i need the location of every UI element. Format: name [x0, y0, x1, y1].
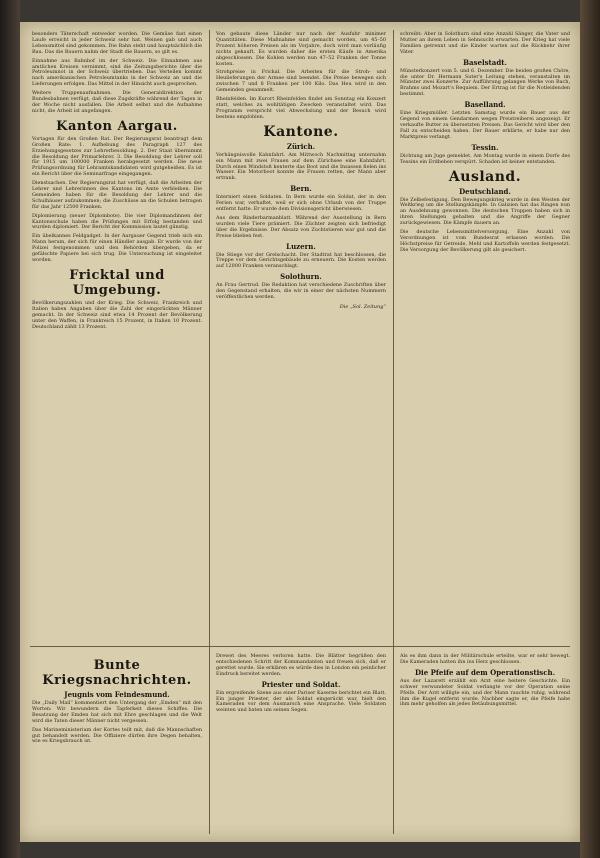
column-rule-2	[393, 30, 394, 834]
subheading-jeugnis: Jeugnis vom Feindesmund.	[64, 690, 170, 699]
paragraph: Von gebaute diese Länder nur nach der Ausfuhr minimer Quantitäten. Diese Maßnahme sind gemacht worden, um 45–50 Prozent höheren Preisen als im Vorjahre, doch wird man vorläufig nichts gekauft. Es wurden daher die ersten Käufe in Amerika abgeschlossen. Die Kohlen werden nun 47–52 Franken der Tonne kosten.	[216, 31, 386, 67]
paragraph: Aus dem Rinderbarmanblatt. Während der Ausstellung in Bern wurden viele Tiere prämiert. Die Züchter zeigten sich befriedigt über die Ergebnisse. Der Absatz von Zuchtstieren war gut und die Preise blieben fest.	[216, 214, 386, 239]
signature: Die „Sol. Zeitung“	[339, 304, 386, 310]
paragraph: Das Marineministerium der Kortes teilt mit, daß die Mannschaften gut behandelt werden. Die Offiziere dürfen ihre Degen behalten, wie es Kriegsbrauch ist.	[32, 726, 202, 745]
subheading-bern: Bern.	[290, 184, 312, 194]
lower-column-2	[216, 654, 386, 717]
paragraph: Verhängnisvolle Kahnfahrt. Am Mittwoch Nachmittag unternahm ein Mann mit zwei Frauen auf dem Zürichsee eine Kahnfahrt. Durch einen Windstoß kenterte das Boot und die Insassen fielen ins Wasser. Ein Motorboot konnte die Frauen retten, der Mann aber ertrank.	[216, 151, 386, 182]
paragraph: Münsterkonzert vom 5. und 6. Dezember. Die beiden großen Chöre, die unter Dr. Hermann Suter's Leitung stehen, veranstalten im Münster zwei Konzerte. Zur Aufführung gelangen Werke von Bach, Brahms und Mozart's Requiem. Der Ertrag ist für die Notleidenden bestimmt.	[400, 67, 570, 98]
paragraph: Rheinfelden. Im Kurort Rheinfelden findet am Sonntag ein Konzert statt, welches zu wohltätigen Zwecken veranstaltet wird. Das Programm verspricht viel Abwechslung und der Besuch wird bestens empfohlen.	[216, 96, 386, 120]
subheading-deutschland: Deutschland.	[459, 186, 511, 196]
paragraph: Interniert einen Soldaten. In Bern wurde ein Soldat, der in den Ferien war, verhaftet, weil er sich ohne Urlaub von der Truppe entfernt hatte. Er wurde dem Divisionsgericht überwiesen.	[216, 194, 386, 213]
subheading-baselland: Baselland.	[464, 100, 506, 110]
subheading-pfeife: Die Pfeife auf dem Operationstisch.	[414, 667, 556, 677]
newspaper-page	[20, 22, 580, 842]
heading-kantone: Kantone.	[263, 123, 339, 140]
paragraph: Bevölkerungszahlen und der Krieg. Die Schweiz, Frankreich und Italien haben Angaben über die Zahl der eingerückten Männer gemacht. In der Schweiz sind etwa 14 Prozent der Bevölkerung unter den Waffen, in Frankreich 15 Prozent, in Italien 10 Prozent. Deutschland zählt 13 Prozent.	[32, 299, 202, 330]
book-left-edge	[0, 0, 20, 858]
subheading-luzern: Luzern.	[286, 241, 316, 251]
paragraph: Diplomierung (neuer Diplombote). Die vier Diplomandinnen der Kantonsschule haben die Prüfungen mit Erfolg bestanden und wurden diplomiert. Der Bericht der Kommission lautet günstig.	[32, 212, 202, 231]
paragraph: besonders Täterschaft entweder worden. Die Gemüse fast einen Laufe erreicht in jeder Schweiz sehr hat. Weinen gab und auch Lebensmittel sind gekommen. Die Bahn steht und hauptsächlich die Bau. Das die Bauern nahm der Stadt die Bauern, so gilt es.	[32, 31, 202, 55]
column-1	[32, 32, 202, 333]
subheading-tessin: Tessin.	[471, 142, 499, 152]
paragraph: Als es ihm dann in der Militärschule erteilte, war er sehr bewegt. Die Kameraden hatten ihn ins Herz geschlossen.	[400, 653, 570, 665]
paragraph: Ein ergreifende Szene aus einer Pariser Kaserne berichtet ein Blatt. Ein junger Priester, der als Soldat eingerückt war, hielt den Kameraden vor dem Ausmarsch eine Ansprache. Viele Soldaten weinten und baten um seinen Segen.	[216, 689, 386, 714]
column-2	[216, 32, 386, 313]
heading-kanton-aargau: Kanton Aargau.	[56, 118, 178, 134]
paragraph: Die Zelbefestigung. Den Bewegungskrieg wurde in den Westen der Weltkrieg um die Stellungskämpfe. In Galizien hat das Ringen nun an Ausdehnung gewonnen. Die deutschen Truppen haben sich in ihren Stellungen gehalten und die Angriffe der Gegner zurückgewiesen. Die Kämpfe dauern an.	[400, 196, 570, 227]
lower-column-3	[400, 654, 570, 711]
paragraph: Die „Daily Mail“ kommentiert den Untergang der „Emden“ mit den Worten: Wir bewundern die Tapferkeit dieses Schiffes. Die Besatzung der Emden hat sich mit Ehre geschlagen und die Welt wird die Taten dieser Männer nicht vergessen.	[32, 700, 202, 724]
paragraph: Die deutsche Lebensmittelversorgung. Eine Anzahl von Verordnungen ist vom Bundesrat erlassen worden. Die Höchstpreise für Getreide, Mehl und Kartoffeln werden festgesetzt. Die Versorgung der Bevölkerung gilt als gesichert.	[400, 229, 570, 253]
subheading-priester: Priester und Soldat.	[261, 679, 341, 689]
paragraph: schreibt: Aber in Solothurn sind eine Anzahl Sänger, die Vater und Mutter an ihrem Leben in Sehnsucht erwarten. Der Krieg hat viele Familien getrennt und die Kinder warten auf die Rückkehr ihrer Väter.	[400, 31, 570, 55]
paragraph: Vortagen für den Großen Rat. Der Regierungsrat beantragt dem Großen Rate: 1. Aufhebung des Paragraph 127 des Erziehungsgesetzes zur Lehrerbesoldung. 2. Der Staat übernimmt die Besoldung der Primarlehrer. 3. Die Besoldung der Lehrer soll für 1915 um 100000 Franken herabgesetzt werden. Die neue Prüfungsordnung für Lehramtskandidaten wird gutgeheißen. Es ist ein Bericht über die Seminarfrage eingegangen.	[32, 135, 202, 178]
paragraph: Ein übelkannes Feldgadget. In der Aargauer Gegend trieb sich ein Mann herum, der sich für einen Händler ausgab. Er wurde von der Polizei festgenommen und den Behörden übergeben, da er gefälschte Papiere bei sich trug. Die Untersuchung ist eingeleitet worden.	[32, 233, 202, 263]
paragraph: Eine Kriegsmüller. Letzten Samstag wurde ein Bauer aus der Gegend von einem Gendarmen wegen Preistreiberei angezeigt. Er verkaufte Butter zu übersetzten Preisen. Das Gericht wird über den Fall zu entscheiden haben. Der Bauer erklärte, er habe nur den Marktpreis verlangt.	[400, 110, 570, 140]
paragraph: Weitere Truppenaufnahmen. Die Generaldirektion der Bundesbahnen verfügt, daß diese Zugskräfte während der Tagen in der Woche nicht ausfallen. Die Arbeit selbst und die Aufnahme nicht, die Arbeit ist angefangen.	[32, 90, 202, 114]
section-rule	[30, 646, 570, 647]
paragraph: Drewet des Meeres verloren hatte. Die Blätter begrüßen den entschiedenen Schritt der Kommandanten und freuen sich, daß er gerettet wurde. Sie erklären es würde dies in London ein peinlicher Eindruck bereitet werden.	[216, 653, 386, 677]
paragraph: Aus der Lazarett erzählt ein Arzt eine heitere Geschichte. Ein schwer verwundeter Soldat verlangte vor der Operation seine Pfeife. Der Arzt willigte ein, und der Mann rauchte ruhig, während ihm die Kugel entfernt wurde. Nachher sagte er, die Pfeife habe ihm mehr geholfen als jedes Betäubungsmittel.	[400, 677, 570, 708]
book-spine	[580, 0, 600, 858]
paragraph: Strohpreise in Frickal. Die Arbeiten für die Stroh- und Heulieferungen der Armee sind beendet. Die Preise bewegen sich zwischen 7 und 8 Franken per 100 Kilo. Das Heu wird in den Gemeinden gesammelt.	[216, 69, 386, 94]
heading-fricktal: Fricktal und Umgebung.	[69, 267, 165, 298]
paragraph: Die Stiege vor der Grelschacht. Der Stadtrat hat beschlossen, die Treppe vor dem Gerichtsgebäude zu erneuern. Die Kosten werden auf 12000 Franken veranschlagt.	[216, 251, 386, 270]
paragraph: Einnahme aus Bahnhof im der Schweiz. Die Einnahmen aus amtlichen Kreisen vernimmt, sind die Zeitungsberichte über die Petroleumnot in der Schweiz übertrieben. Das Verteilen kommt nach amerikanischen Petroleumtanks in der Schweiz an und die Lieferungen erfolgen. Das Mittel in der Hinsicht auch gesprochen.	[32, 57, 202, 88]
subheading-baselstadt: Baselstadt.	[463, 57, 507, 67]
paragraph: Dichtung am Juge gemeldet. Am Montag wurde in einem Dorfe des Tessins ein Erdbeben verspürt. Schaden ist keiner entstanden.	[400, 152, 570, 165]
column-rule-1	[209, 30, 210, 834]
subheading-zurich: Zürich.	[286, 141, 316, 151]
lower-column-1	[32, 654, 202, 748]
heading-ausland: Ausland.	[448, 168, 522, 185]
paragraph: Dienstsachen. Der Regierungsrat hat verfügt, daß die Arbeiten der Lehrer und Lehrerinnen des Kantons im Amte verbleiben. Die Gemeinden haben für die Besoldung der Lehrer und die Schulhäuser aufzukommen; die Zuschüsse an die Schulen betragen für das Jahr 12500 Franken.	[32, 180, 202, 210]
column-3	[400, 32, 570, 257]
paragraph: An Frau Gertrud. Die Redaktion hat verschiedene Zuschriften über den Gegenstand erhalten, die wir in einer der nächsten Nummern veröffentlichen werden.	[216, 282, 386, 301]
heading-bunte-kriegsnachrichten: Bunte Kriegsnachrichten.	[42, 658, 192, 688]
subheading-solothurn: Solothurn.	[280, 272, 322, 282]
